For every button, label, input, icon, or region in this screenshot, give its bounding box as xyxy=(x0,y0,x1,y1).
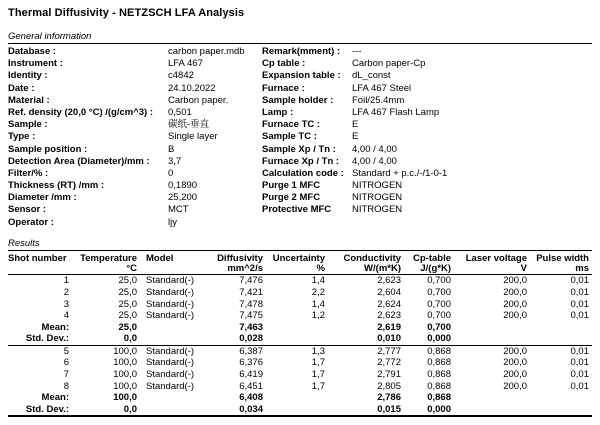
cell: 6,408 xyxy=(239,392,263,404)
cell: 0,028 xyxy=(239,333,263,345)
info-row xyxy=(262,95,592,107)
cell: 8 xyxy=(63,380,69,392)
info-label: Expansion table : xyxy=(262,70,341,82)
info-value: 25,200 xyxy=(168,192,198,204)
info-label: Furnace : xyxy=(262,82,305,94)
cell: 0,034 xyxy=(239,403,263,415)
general-info-left xyxy=(8,46,262,229)
column-unit: % xyxy=(316,262,325,274)
shot-row xyxy=(8,369,592,381)
cell: 1,4 xyxy=(311,275,325,287)
cell: 2,2 xyxy=(311,286,325,298)
column-unit xyxy=(140,264,206,275)
column-header: Diffusivity xyxy=(217,252,263,264)
cell: Standard(-) xyxy=(146,310,195,322)
cell: 100,0 xyxy=(113,345,137,357)
info-value: E xyxy=(352,131,359,143)
cell: 7,478 xyxy=(239,298,263,310)
info-row xyxy=(8,107,262,119)
cell: 200,0 xyxy=(503,380,527,392)
cell: 2,624 xyxy=(377,298,401,310)
cell: 1,7 xyxy=(311,357,325,369)
cell xyxy=(530,392,592,404)
cell: 25,0 xyxy=(118,275,137,287)
cell: 1,4 xyxy=(311,298,325,310)
cell: 200,0 xyxy=(503,275,527,287)
cell: 0,01 xyxy=(570,357,589,369)
cell: 0,868 xyxy=(427,345,451,357)
cell xyxy=(266,333,328,345)
info-value: 4,00 / 4,00 xyxy=(352,155,397,167)
info-label: Material : xyxy=(8,94,50,106)
cell: 0,700 xyxy=(427,286,451,298)
info-value: Carbon paper-Cp xyxy=(352,58,426,70)
cell: 2 xyxy=(63,286,69,298)
cell: 6,451 xyxy=(239,380,263,392)
general-info-right xyxy=(262,46,592,229)
info-row xyxy=(262,58,592,70)
cell: 0,01 xyxy=(570,380,589,392)
info-value: MCT xyxy=(168,204,189,216)
shot-row xyxy=(8,381,592,393)
info-label: Identity : xyxy=(8,70,48,82)
cell: 2,786 xyxy=(377,392,401,404)
info-value: E xyxy=(352,119,359,131)
info-row xyxy=(8,46,262,58)
info-value: ljy xyxy=(168,216,177,228)
cell xyxy=(140,333,206,345)
cell xyxy=(454,392,530,404)
column-unit: J/(g*K) xyxy=(420,262,451,274)
shot-row xyxy=(8,310,592,322)
header-units-row xyxy=(8,264,592,275)
info-row xyxy=(8,168,262,180)
std-dev-row xyxy=(8,404,592,417)
info-value: 0 xyxy=(168,167,174,179)
cell: 0,015 xyxy=(377,403,401,415)
cell: 3 xyxy=(63,298,69,310)
cell: 6,376 xyxy=(239,357,263,369)
info-value: NITROGEN xyxy=(352,192,403,204)
info-row xyxy=(8,180,262,192)
cell: 200,0 xyxy=(503,310,527,322)
cell: 25,0 xyxy=(118,286,137,298)
shot-row xyxy=(8,287,592,299)
info-value: NITROGEN xyxy=(352,204,403,216)
info-label: Sample Xp / Tn : xyxy=(262,143,336,155)
info-label: Calculation code : xyxy=(262,167,344,179)
cell: Standard(-) xyxy=(146,357,195,369)
cell: 7,476 xyxy=(239,275,263,287)
info-value: Foil/25.4mm xyxy=(352,94,405,106)
general-information-section-label: General information xyxy=(8,31,592,44)
column-unit: ms xyxy=(575,262,589,274)
cell: 0,700 xyxy=(427,321,451,333)
cell: 0,000 xyxy=(427,333,451,345)
info-row xyxy=(262,83,592,95)
info-row xyxy=(8,95,262,107)
info-value: dL_const xyxy=(352,70,391,82)
std-dev-row xyxy=(8,333,592,345)
cell: 0,0 xyxy=(123,333,137,345)
info-value: --- xyxy=(352,46,362,57)
info-label: Sample position : xyxy=(8,143,88,155)
info-value: 24.10.2022 xyxy=(168,82,216,94)
info-row xyxy=(8,70,262,82)
cell: 0,01 xyxy=(570,286,589,298)
cell: 0,0 xyxy=(123,403,137,415)
cell: 25,0 xyxy=(118,321,137,333)
column-header: Shot number xyxy=(8,252,67,264)
info-value: LFA 467 Steel xyxy=(352,82,412,94)
info-row xyxy=(262,70,592,82)
info-value: LFA 467 xyxy=(168,58,203,70)
cell: 6,419 xyxy=(239,369,263,381)
info-value: Carbon paper. xyxy=(168,94,229,106)
cell: 200,0 xyxy=(503,369,527,381)
info-row xyxy=(262,107,592,119)
cell: Mean: xyxy=(41,321,69,333)
cell: Standard(-) xyxy=(146,369,195,381)
info-row xyxy=(8,144,262,156)
cell: Std. Dev.: xyxy=(25,403,69,415)
info-value: 3,7 xyxy=(168,155,182,167)
info-row xyxy=(262,131,592,143)
cell: 6,387 xyxy=(239,345,263,357)
cell: 200,0 xyxy=(503,345,527,357)
info-value: NITROGEN xyxy=(352,180,403,192)
info-label: Diameter /mm : xyxy=(8,192,77,204)
info-value: 4,00 / 4,00 xyxy=(352,143,397,155)
column-header: Uncertainty xyxy=(272,252,325,264)
cell: 200,0 xyxy=(503,298,527,310)
cell: 2,604 xyxy=(377,286,401,298)
info-row xyxy=(262,144,592,156)
cell: 100,0 xyxy=(113,380,137,392)
info-row xyxy=(262,168,592,180)
shot-row xyxy=(8,275,592,287)
cell: Standard(-) xyxy=(146,345,195,357)
info-label: Date : xyxy=(8,82,35,94)
info-row xyxy=(8,83,262,95)
cell: 0,000 xyxy=(427,403,451,415)
cell xyxy=(454,322,530,334)
info-row xyxy=(262,46,592,58)
info-label: Furnace Xp / Tn : xyxy=(262,155,340,167)
cell: 7,421 xyxy=(239,286,263,298)
info-label: Thickness (RT) /mm : xyxy=(8,180,105,192)
cell xyxy=(454,333,530,345)
info-label: Cp table : xyxy=(262,58,306,70)
cell: 5 xyxy=(63,345,69,357)
cell: 0,700 xyxy=(427,310,451,322)
results-table-header xyxy=(8,253,592,275)
cell: Mean: xyxy=(41,392,69,404)
info-row xyxy=(8,58,262,70)
info-label: Purge 2 MFC xyxy=(262,192,321,204)
shot-group xyxy=(8,345,592,416)
column-unit: °C xyxy=(126,262,137,274)
info-row xyxy=(8,131,262,143)
general-info xyxy=(8,46,592,229)
info-row xyxy=(8,119,262,131)
column-unit xyxy=(8,264,72,275)
info-value: Single layer xyxy=(168,131,218,143)
cell: 2,777 xyxy=(377,345,401,357)
cell: 100,0 xyxy=(113,392,137,404)
cell: 4 xyxy=(63,310,69,322)
cell: 0,01 xyxy=(570,298,589,310)
cell: 0,01 xyxy=(570,369,589,381)
cell: 2,805 xyxy=(377,380,401,392)
cell: 7 xyxy=(63,369,69,381)
cell: Standard(-) xyxy=(146,298,195,310)
info-label: Sensor : xyxy=(8,204,47,216)
cell: 0,010 xyxy=(377,333,401,345)
cell: 0,868 xyxy=(427,380,451,392)
cell: 1,3 xyxy=(311,345,325,357)
info-value: 0,501 xyxy=(168,106,192,118)
cell: 0,868 xyxy=(427,392,451,404)
cell: Standard(-) xyxy=(146,286,195,298)
cell: 2,623 xyxy=(377,275,401,287)
cell: Standard(-) xyxy=(146,380,195,392)
cell: 0,01 xyxy=(570,310,589,322)
cell: 1,7 xyxy=(311,369,325,381)
shot-row xyxy=(8,357,592,369)
info-label: Sample holder : xyxy=(262,94,334,106)
results-section-label: Results xyxy=(8,238,592,251)
info-value: B xyxy=(168,143,175,155)
cell: 0,700 xyxy=(427,298,451,310)
info-label: Type : xyxy=(8,131,36,143)
cell: 2,772 xyxy=(377,357,401,369)
info-row xyxy=(8,192,262,204)
info-row xyxy=(262,192,592,204)
results-table xyxy=(8,253,592,418)
info-value: 碳纸-垂直 xyxy=(168,119,210,131)
info-row xyxy=(8,217,262,229)
cell xyxy=(266,404,328,417)
cell xyxy=(140,392,206,404)
column-header: Model xyxy=(146,252,174,264)
cell: 2,619 xyxy=(377,321,401,333)
info-value: carbon paper.mdb xyxy=(168,46,245,57)
column-header: Cp-table xyxy=(413,252,451,264)
cell: 6 xyxy=(63,357,69,369)
mean-row xyxy=(8,392,592,404)
shot-row xyxy=(8,345,592,357)
cell: 25,0 xyxy=(118,298,137,310)
column-header: Pulse width xyxy=(536,252,589,264)
cell: 1 xyxy=(63,275,69,287)
cell: 0,868 xyxy=(427,357,451,369)
cell xyxy=(530,322,592,334)
shot-group xyxy=(8,275,592,346)
column-unit: W/(m*K) xyxy=(364,262,401,274)
header-names-row xyxy=(8,253,592,264)
mean-row xyxy=(8,322,592,334)
cell xyxy=(530,333,592,345)
cell: Std. Dev.: xyxy=(25,333,69,345)
cell: 0,01 xyxy=(570,275,589,287)
info-label: Sample : xyxy=(8,119,48,131)
info-label: Filter/% : xyxy=(8,167,49,179)
shot-row xyxy=(8,299,592,311)
cell xyxy=(530,404,592,417)
cell: 0,868 xyxy=(427,369,451,381)
column-header: Temperature xyxy=(80,252,137,264)
column-unit: V xyxy=(520,262,527,274)
cell: 25,0 xyxy=(118,310,137,322)
info-value: c4842 xyxy=(168,70,194,82)
cell xyxy=(266,322,328,334)
info-label: Protective MFC xyxy=(262,204,332,216)
cell: 200,0 xyxy=(503,357,527,369)
cell xyxy=(140,322,206,334)
info-row xyxy=(262,156,592,168)
info-row xyxy=(262,204,592,216)
info-value: Standard + p.c./-/1-0-1 xyxy=(352,167,448,179)
cell: 1,2 xyxy=(311,310,325,322)
cell xyxy=(454,404,530,417)
cell: 2,791 xyxy=(377,369,401,381)
cell: 1,7 xyxy=(311,380,325,392)
info-value: 0,1890 xyxy=(168,180,198,192)
column-header: Conductivity xyxy=(343,252,401,264)
cell: 200,0 xyxy=(503,286,527,298)
info-label: Remark(mment) : xyxy=(262,46,341,57)
cell xyxy=(266,392,328,404)
info-label: Sample TC : xyxy=(262,131,317,143)
info-row xyxy=(8,156,262,168)
info-row xyxy=(262,119,592,131)
cell: 2,623 xyxy=(377,310,401,322)
info-label: Operator : xyxy=(8,216,54,228)
info-label: Furnace TC : xyxy=(262,119,321,131)
cell: 0,01 xyxy=(570,345,589,357)
cell: Standard(-) xyxy=(146,275,195,287)
info-value: LFA 467 Flash Lamp xyxy=(352,106,440,118)
info-label: Ref. density (20,0 °C) /(g/cm^3) : xyxy=(8,106,154,118)
info-row xyxy=(8,204,262,216)
info-label: Database : xyxy=(8,46,57,57)
cell xyxy=(140,404,206,417)
column-header: Laser voltage xyxy=(465,252,527,264)
info-label: Lamp : xyxy=(262,106,294,118)
info-label: Instrument : xyxy=(8,58,63,70)
info-row xyxy=(262,180,592,192)
info-label: Detection Area (Diameter)/mm : xyxy=(8,155,150,167)
cell: 7,475 xyxy=(239,310,263,322)
info-label: Purge 1 MFC xyxy=(262,180,321,192)
cell: 100,0 xyxy=(113,369,137,381)
cell: 100,0 xyxy=(113,357,137,369)
cell: 0,700 xyxy=(427,275,451,287)
column-unit: mm^2/s xyxy=(227,262,263,274)
page-title: Thermal Diffusivity - NETZSCH LFA Analysis xyxy=(8,7,245,19)
cell: 7,463 xyxy=(239,321,263,333)
